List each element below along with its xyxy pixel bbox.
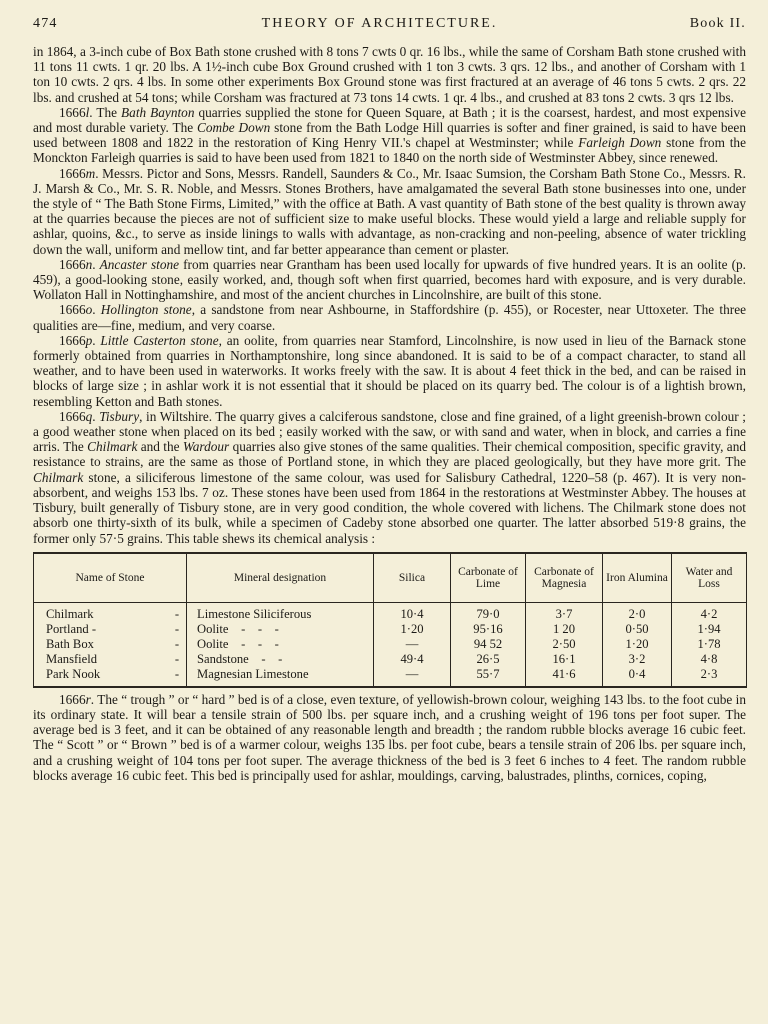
paragraph-1666n xyxy=(33,257,746,303)
italic-term: Ancaster stone xyxy=(99,256,180,272)
cell-water: 1·78 xyxy=(672,638,747,653)
italic-term: Tisbury xyxy=(99,408,140,424)
cell-lime: 95·16 xyxy=(451,623,526,638)
paragraph-continued: in 1864, a 3-inch cube of Box Bath stone crushed with 8 tons 7 cwts 0 qr. 16 lbs., while the same of Corsham Bath stone crushed with 11 tons 11 cwts. 1 qr. 20 lbs. A 1½-inch cube Box Ground crushed with 1 ton 3 cwts. 3 qrs. 12 lbs., and another of Corsham with 1 ton 10 cwts. 2 qrs. 4 lbs. In some other experiments Box Ground stone was first fractured at an average of 46 tons 5 cwts. 2 qrs. 22 lbs. and crushed at 54 tons; while Corsham was fractured at 73 tons 14 cwts. 1 qr. 4 lbs., and crushed at 83 tons 2 cwts. 3 qrs 12 lbs. xyxy=(33,44,746,105)
cell-name: Bath Box xyxy=(34,638,169,653)
text-run: . Messrs. Pictor and Sons, Messrs. Randell, Saunders & Co., Mr. Isaac Sumsion, the Corsham Bath Stone Co., Messrs. R. J. Marsh & Co., Mr. S. R. Noble, and Messrs. Stones Brothers, have amalgamated the several Bath stone businesses into one, under the style of “ The Bath Stone Firms, Limited,” with the office at Bath. A vast quantity of Bath stone of the best quality is thrown away at the quarries because the pieces are not of sufficient size to make useful blocks. These would yield a large and reliable supply for ashlar, quoins, &c., to serve as inside linings to walls with advantage, as non-cracking and non-peeling, absence of water trickling down the wall, uniform and mellow tint, and far better appearance than cement or plaster. xyxy=(33,165,746,257)
running-title: THEORY OF ARCHITECTURE. xyxy=(261,16,498,31)
header-mineral: Mineral designation xyxy=(187,553,374,603)
table-row xyxy=(34,653,747,668)
section-letter: o xyxy=(85,302,93,318)
table-row xyxy=(34,602,747,623)
header-carbonate-magnesia: Carbonate of Magnesia xyxy=(526,553,603,603)
cell-water: 4·8 xyxy=(672,653,747,668)
cell-silica: 10·4 xyxy=(374,602,451,623)
section-letter: l xyxy=(85,104,90,120)
section-number: 1666 xyxy=(59,256,86,272)
cell-iron: 1·20 xyxy=(603,638,672,653)
cell-mineral: Oolite - - - xyxy=(187,623,374,638)
cell-name: Mansfield xyxy=(34,653,169,668)
italic-term: Chilmark xyxy=(87,439,138,455)
section-number: 1666 xyxy=(59,165,86,181)
cell-magnesia: 16·1 xyxy=(526,653,603,668)
text-run: , a sandstone from near Ashbourne, in Staffordshire (p. 455), or Rocester, near Uttoxeter. The three qualities are—fine, medium, and very coarse. xyxy=(33,302,747,333)
cell-lime: 55·7 xyxy=(451,668,526,687)
cell-iron: 0·4 xyxy=(603,668,672,687)
cell-magnesia: 1 20 xyxy=(526,623,603,638)
text-run: stone from the Bath Lodge Hill quarries is softer and finer grained, is said to have been used between 1808 and 1822 in the restoration of King Henry VII.'s chapel at Westminster; while xyxy=(33,120,746,151)
section-letter: n xyxy=(85,256,93,272)
cell-mineral: Sandstone - - xyxy=(187,653,374,668)
text-run: from quarries near Grantham has been used locally for upwards of five hundred years. It is an oolite (p. 459), a good-looking stone, easily worked, and, though soft when first quarried, becomes hard with exposure, and is very durable. Wollaton Hall in Nottinghamshire, and most of the ancient churches in Lincolnshire, are built of this stone. xyxy=(33,256,746,303)
section-letter: p xyxy=(85,332,93,348)
text-run: . xyxy=(92,256,100,272)
section-number: 1666 xyxy=(59,691,86,707)
header-silica: Silica xyxy=(374,553,451,603)
table-header-row xyxy=(34,553,747,603)
cell-water: 2·3 xyxy=(672,668,747,687)
section-letter: r xyxy=(85,691,91,707)
text-run: and the xyxy=(137,439,183,455)
cell-dash: - xyxy=(168,653,187,668)
text-run: stone, a siliciferous limestone of the same colour, was used for Salisbury Cathedral, 1220–58 (p. 467). It is very non-absorbent, and weighs 153 lbs. 7 oz. These stones have been used from 1864 in the restorations at Westminster Abbey. The houses at Tisbury, built generally of Tisbury stone, are in very good condition, the whole covered with lichens. The Chilmark stone does not absorb one thirty-sixth of its bulk, while a specimen of Cadeby stone absorbed one quarter. The latter absorbed 519·8 grains, the former only 57·5 grains. This table shews its chemical analysis : xyxy=(33,469,746,546)
cell-mineral: Oolite - - - xyxy=(187,638,374,653)
cell-iron: 2·0 xyxy=(603,602,672,623)
section-number: 1666 xyxy=(59,302,86,318)
paragraph-1666p xyxy=(33,333,746,409)
italic-term: Farleigh Down xyxy=(578,135,662,151)
italic-term: Little Casterton stone xyxy=(100,332,219,348)
italic-term: Combe Down xyxy=(197,120,271,136)
paragraph-1666q xyxy=(33,409,746,546)
cell-silica: — xyxy=(374,638,451,653)
header-iron-alumina: Iron Alumina xyxy=(603,553,672,603)
page-body xyxy=(33,44,746,783)
cell-name: Chilmark xyxy=(34,602,169,623)
cell-lime: 94 52 xyxy=(451,638,526,653)
cell-name: Portland - xyxy=(34,623,169,638)
italic-term: Chilmark xyxy=(33,469,84,485)
cell-magnesia: 2·50 xyxy=(526,638,603,653)
paragraph-1666l xyxy=(33,105,746,166)
cell-dash: - xyxy=(168,602,187,623)
italic-term: Hollington stone xyxy=(100,302,192,318)
header-name-of-stone: Name of Stone xyxy=(34,553,187,603)
italic-term: Bath Baynton xyxy=(121,104,195,120)
cell-silica: 49·4 xyxy=(374,653,451,668)
text-run: . The xyxy=(89,104,122,120)
paragraph-1666m xyxy=(33,166,746,257)
section-number: 1666 xyxy=(59,408,86,424)
paragraph-1666r xyxy=(33,692,746,783)
cell-silica: 1·20 xyxy=(374,623,451,638)
cell-iron: 3·2 xyxy=(603,653,672,668)
text-run: , in Wiltshire. The quarry gives a calciferous sandstone, close and fine grained, of a light greenish-brown colour ; a good weather stone when placed on its bed ; easily worked with the saw, or with sand and water, when in block, and carries a fine arris. The xyxy=(33,408,746,455)
paragraph-1666o xyxy=(33,302,746,332)
cell-water: 1·94 xyxy=(672,623,747,638)
cell-mineral: Magnesian Limestone xyxy=(187,668,374,687)
cell-dash: - xyxy=(168,638,187,653)
cell-silica: — xyxy=(374,668,451,687)
text-run: . xyxy=(92,332,101,348)
page-number: 474 xyxy=(33,16,58,31)
text-run: quarries also give stones of the same qualities. Their chemical composition, specific gravity, and resistance to strains, are the same as those of Portland stone, in which they are placed geologically, but they have more grit. The xyxy=(33,439,746,470)
cell-mineral: Limestone Siliciferous xyxy=(187,602,374,623)
section-letter: m xyxy=(85,165,96,181)
cell-lime: 79·0 xyxy=(451,602,526,623)
cell-magnesia: 3·7 xyxy=(526,602,603,623)
section-number: 1666 xyxy=(59,332,86,348)
cell-dash: - xyxy=(168,668,187,687)
table-row xyxy=(34,638,747,653)
cell-magnesia: 41·6 xyxy=(526,668,603,687)
running-header xyxy=(33,16,746,38)
book-label: Book II. xyxy=(689,16,746,31)
text-run: quarries supplied the stone for Queen Square, at Bath ; it is the coarsest, hardest, and most expensive and most durable variety. The xyxy=(33,104,747,136)
text-run: . xyxy=(92,408,100,424)
text-run: stone from the Monckton Farleigh quarries is said to have been used from 1821 to 1840 on the north side of Westminster Abbey, since renewed. xyxy=(33,135,746,166)
cell-water: 4·2 xyxy=(672,602,747,623)
text-run: . xyxy=(92,302,101,318)
cell-iron: 0·50 xyxy=(603,623,672,638)
header-carbonate-lime: Carbonate of Lime xyxy=(451,553,526,603)
italic-term: Wardour xyxy=(182,439,230,455)
table-row xyxy=(34,623,747,638)
section-number: 1666 xyxy=(59,104,86,120)
header-water-loss: Water and Loss xyxy=(672,553,747,603)
text-run: , an oolite, from quarries near Stamford, Lincolnshire, is now used in lieu of the Barnack stone formerly obtained from quarries in Northamptonshire, long since abandoned. It is said to be of a compact character, to stand all weather, and to have been used in waterworks. It works freely with the saw. It is about 4 feet thick in the bed, and can be raised in blocks of large size ; in ashlar work it is not essential that it should be placed on its quarry bed. The colour is of a lightish brown, resembling Ketton and Bath stones. xyxy=(33,332,747,409)
cell-lime: 26·5 xyxy=(451,653,526,668)
cell-dash: - xyxy=(168,623,187,638)
table-row xyxy=(34,668,747,687)
cell-name: Park Nook xyxy=(34,668,169,687)
chemical-analysis-table xyxy=(33,552,747,688)
section-letter: q xyxy=(85,408,93,424)
text-run: . The “ trough ” or “ hard ” bed is of a close, even texture, of yellowish-brown colour, weighing 143 lbs. to the foot cube in its ordinary state. It will bear a tensile strain of 500 lbs. per square inch, and a crushing weight of 196 tons per foot super. The average bed is 3 feet, and it can be obtained of any reasonable length and breadth ; the random rubble blocks average 16 cubic feet. The “ Scott ” or “ Brown ” bed is of a warmer colour, weighs 135 lbs. per foot cube, bears a tensile strain of 206 lbs. per square inch, and a crushing weight of 104 tons per foot super. The average thickness of the bed is 3 feet 6 inches to 4 feet. The random rubble blocks average 16 cubic feet. This bed is principally used for ashlar, mouldings, carving, balustrades, plinths, cornices, coping, xyxy=(33,691,746,783)
